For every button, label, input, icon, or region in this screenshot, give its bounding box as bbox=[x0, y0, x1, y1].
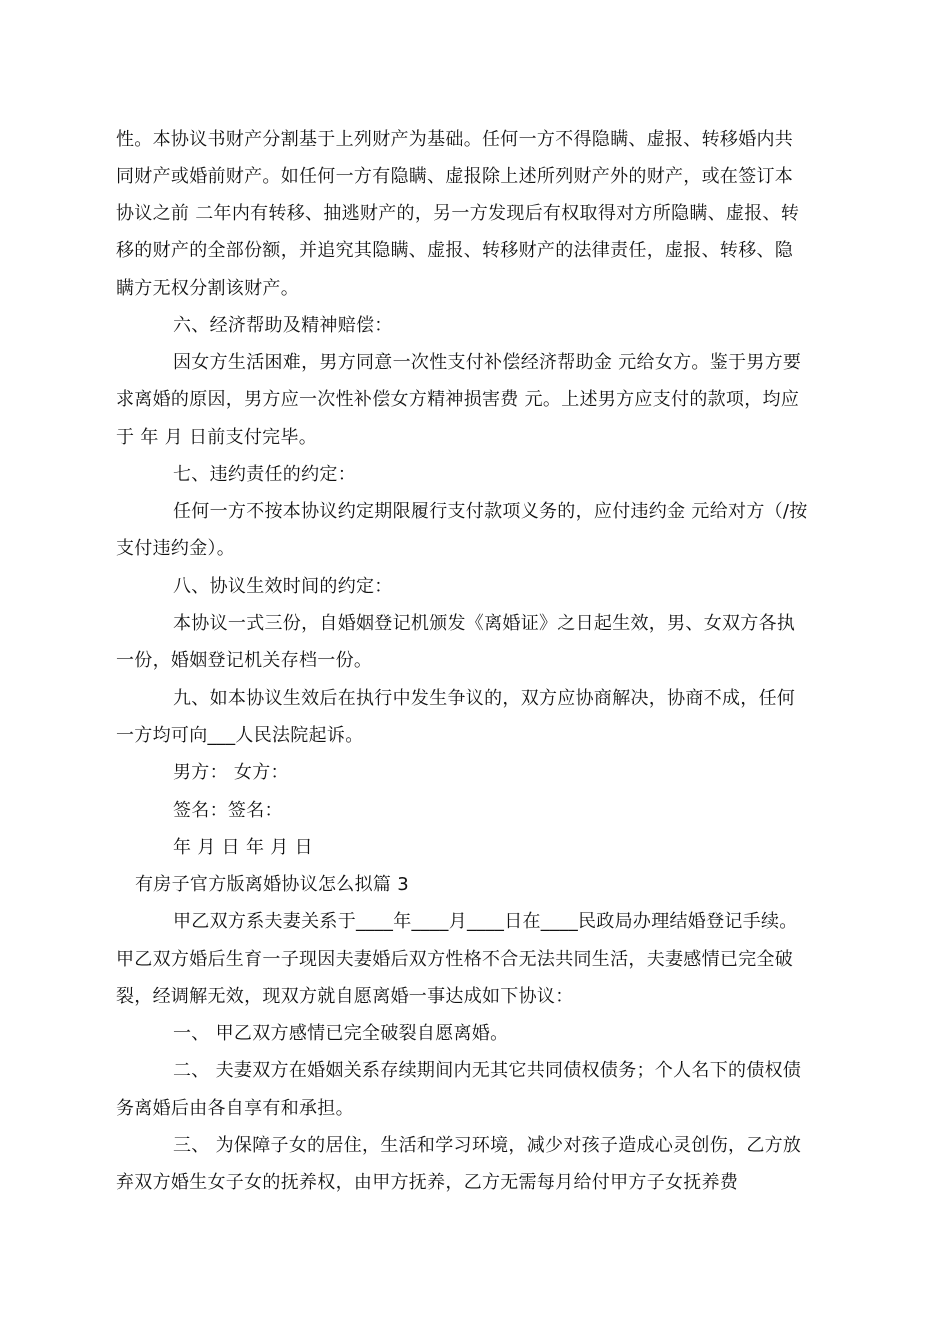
signature-party-labels: 男方： 女方： bbox=[173, 762, 289, 783]
paragraph-line: 一份，婚姻登记机关存档一份。 bbox=[116, 650, 373, 671]
paragraph-line: 甲乙双方系夫妻关系于____年____月____日在____民政局办理结婚登记手续。 bbox=[173, 911, 798, 932]
paragraph-line: 九、如本协议生效后在执行中发生争议的，双方应协商解决，协商不成，任何 bbox=[173, 688, 796, 709]
paragraph-line: 甲乙双方婚后生育一子现因夫妻婚后双方性格不合无法共同生活，夫妻感情已完全破 bbox=[116, 949, 794, 970]
section-heading: 七、违约责任的约定： bbox=[173, 464, 356, 485]
paragraph-line: 移的财产的全部份额，并追究其隐瞒、虚报、转移财产的法律责任，虚报、转移、隐 bbox=[116, 240, 794, 261]
paragraph-line: 性。本协议书财产分割基于上列财产为基础。任何一方不得隐瞒、虚报、转移婚内共 bbox=[116, 129, 794, 150]
paragraph-line: 本协议一式三份，自婚姻登记机颁发《离婚证》之日起生效，男、女双方各执 bbox=[173, 613, 796, 634]
section-heading: 八、协议生效时间的约定： bbox=[173, 576, 393, 597]
paragraph-line: 求离婚的原因，男方应一次性补偿女方精神损害费 元。上述男方应支付的款项，均应 bbox=[116, 389, 800, 410]
article-title: 有房子官方版离婚协议怎么拟篇 3 bbox=[135, 874, 409, 895]
signature-date-line: 年 月 日 年 月 日 bbox=[173, 837, 313, 858]
paragraph-line: 任何一方不按本协议约定期限履行支付款项义务的，应付违约金 元给对方（/按 bbox=[173, 501, 808, 522]
paragraph-line: 裂，经调解无效，现双方就自愿离婚一事达成如下协议： bbox=[116, 986, 574, 1007]
clause-line: 三、 为保障子女的居住，生活和学习环境，减少对孩子造成心灵创伤，乙方放 bbox=[173, 1135, 802, 1156]
paragraph-line: 弃双方婚生女子女的抚养权，由甲方抚养，乙方无需每月给付甲方子女抚养费 bbox=[116, 1172, 739, 1193]
clause-line: 一、 甲乙双方感情已完全破裂自愿离婚。 bbox=[173, 1023, 509, 1044]
paragraph-line: 于 年 月 日前支付完毕。 bbox=[116, 427, 318, 448]
paragraph-line: 因女方生活困难，男方同意一次性支付补偿经济帮助金 元给女方。鉴于男方要 bbox=[173, 352, 802, 373]
section-heading: 六、经济帮助及精神赔偿： bbox=[173, 315, 393, 336]
signature-labels: 签名：签名： bbox=[173, 800, 283, 821]
paragraph-line: 同财产或婚前财产。如任何一方有隐瞒、虚报除上述所列财产外的财产，或在签订本 bbox=[116, 166, 794, 187]
clause-line: 二、 夫妻双方在婚姻关系存续期间内无其它共同债权债务；个人名下的债权债 bbox=[173, 1060, 802, 1081]
paragraph-line: 一方均可向___人民法院起诉。 bbox=[116, 725, 364, 746]
paragraph-line: 协议之前 二年内有转移、抽逃财产的，另一方发现后有权取得对方所隐瞒、虚报、转 bbox=[116, 203, 800, 224]
paragraph-line: 支付违约金）。 bbox=[116, 538, 236, 559]
paragraph-line: 务离婚后由各自享有和承担。 bbox=[116, 1098, 354, 1119]
paragraph-line: 瞒方无权分割该财产。 bbox=[116, 278, 299, 299]
